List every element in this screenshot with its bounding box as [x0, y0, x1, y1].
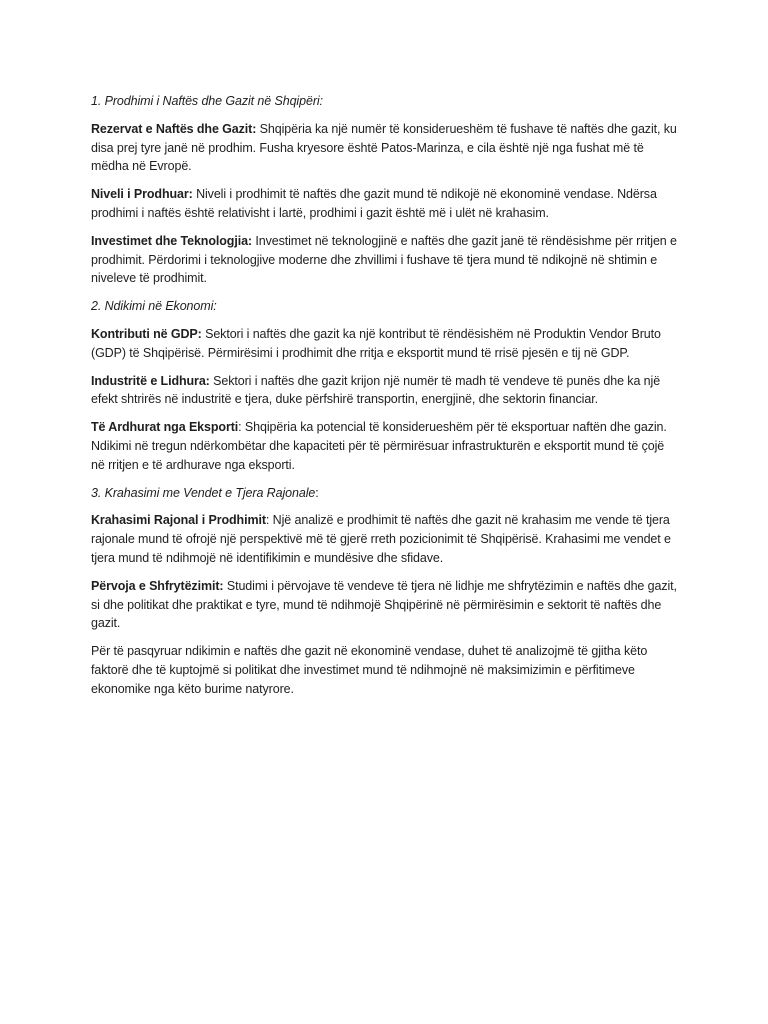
section-heading-text: 2. Ndikimi në Ekonomi:	[91, 299, 217, 314]
conclusion-paragraph: Për të pasqyruar ndikimin e naftës dhe gazit në ekonominë vendase, duhet të analizojmë të gjitha këto faktorë dhe të kuptojmë si politikat dhe investimet mund të ndihmojnë në maksimizimin e përfitimeve ekonomike nga këto burime natyrore.	[91, 644, 648, 696]
paragraph-lead: Krahasimi Rajonal i Prodhimit	[91, 513, 266, 528]
paragraph	[91, 372, 681, 410]
section-heading-text: 3. Krahasimi me Vendet e Tjera Rajonale	[91, 485, 316, 500]
paragraph-lead: Përvoja e Shfrytëzimit:	[91, 578, 224, 593]
paragraph-text: Niveli i prodhimit të naftës dhe gazit mund të ndikojë në ekonominë vendase. Ndërsa prodhimi i naftës është relativisht i lartë, prodhimi i gazit është më i ulët në krahasim.	[91, 187, 657, 220]
paragraph	[91, 120, 681, 176]
section-heading-suffix: :	[315, 485, 319, 500]
paragraph-text: Sektori i naftës dhe gazit ka një kontribut të rëndësishëm në Produktin Vendor Bruto (GDP) të Shqipërisë. Përmirësimi i prodhimit dhe rritja e eksportit mund të rrisë pjesën e tij në GDP.	[91, 326, 661, 360]
section-heading	[91, 484, 681, 503]
paragraph-text: Studimi i përvojave të vendeve të tjera në lidhje me shfrytëzimin e naftës dhe gazit, si dhe politikat dhe praktikat e tyre, mund të ndihmojë Shqipërinë në përmirësimin e sektorit të naftës dhe gazit.	[91, 578, 677, 631]
section-heading	[91, 297, 681, 316]
paragraph-lead: Të Ardhurat nga Eksporti	[91, 420, 239, 435]
paragraph-text: : Një analizë e prodhimit të naftës dhe gazit në krahasim me vende të tjera rajonale mund të ofrojë një perspektivë më të gjerë rreth pozicionimit të Shqipërisë. Krahasimi me vendet e tjera mund të ndihmojë në identifikimin e mundësive dhe sfidave.	[91, 513, 671, 565]
paragraph-text: Sektori i naftës dhe gazit krijon një numër të madh të vendeve të punës dhe ka një efekt shtrirës në industritë e tjera, duke përfshirë transportin, energjinë, dhe sektorin financiar.	[91, 373, 661, 407]
paragraph-text: Investimet në teknologjinë e naftës dhe gazit janë të rëndësishme për rritjen e prodhimit. Përdorimi i teknologjive moderne dhe zhvillimi i fushave të tjera mund të ndikojnë në shtimin e niveleve të prodhimit.	[91, 233, 677, 286]
paragraph	[91, 325, 681, 363]
paragraph-text: Shqipëria ka një numër të konsiderueshëm të fushave të naftës dhe gazit, ku disa prej tyre janë në prodhim. Fusha kryesore është Patos-Marinza, e cila është një nga fushat më të mëdha në Evropë.	[91, 121, 677, 174]
document-page	[91, 92, 681, 708]
paragraph-text: : Shqipëria ka potencial të konsiderueshëm për të eksportuar naftën dhe gazin. Ndikimi në tregun ndërkombëtar dhe kapaciteti për të përmirësuar infrastrukturën e eksportit mund të çojë në rritjen e të ardhurave nga eksporti.	[91, 420, 667, 472]
paragraph-lead: Niveli i Prodhuar:	[91, 187, 193, 202]
paragraph	[91, 418, 681, 474]
paragraph	[91, 185, 681, 223]
section-heading	[91, 92, 681, 111]
paragraph-lead: Kontributi në GDP:	[91, 326, 202, 341]
paragraph	[91, 577, 681, 633]
paragraph-lead: Rezervat e Naftës dhe Gazit:	[91, 121, 257, 136]
paragraph	[91, 232, 681, 288]
section-heading-text: 1. Prodhimi i Naftës dhe Gazit në Shqipëri:	[91, 94, 323, 108]
paragraph	[91, 511, 681, 567]
paragraph-lead: Industritë e Lidhura:	[91, 373, 210, 388]
paragraph-lead: Investimet dhe Teknologjia:	[91, 233, 252, 248]
